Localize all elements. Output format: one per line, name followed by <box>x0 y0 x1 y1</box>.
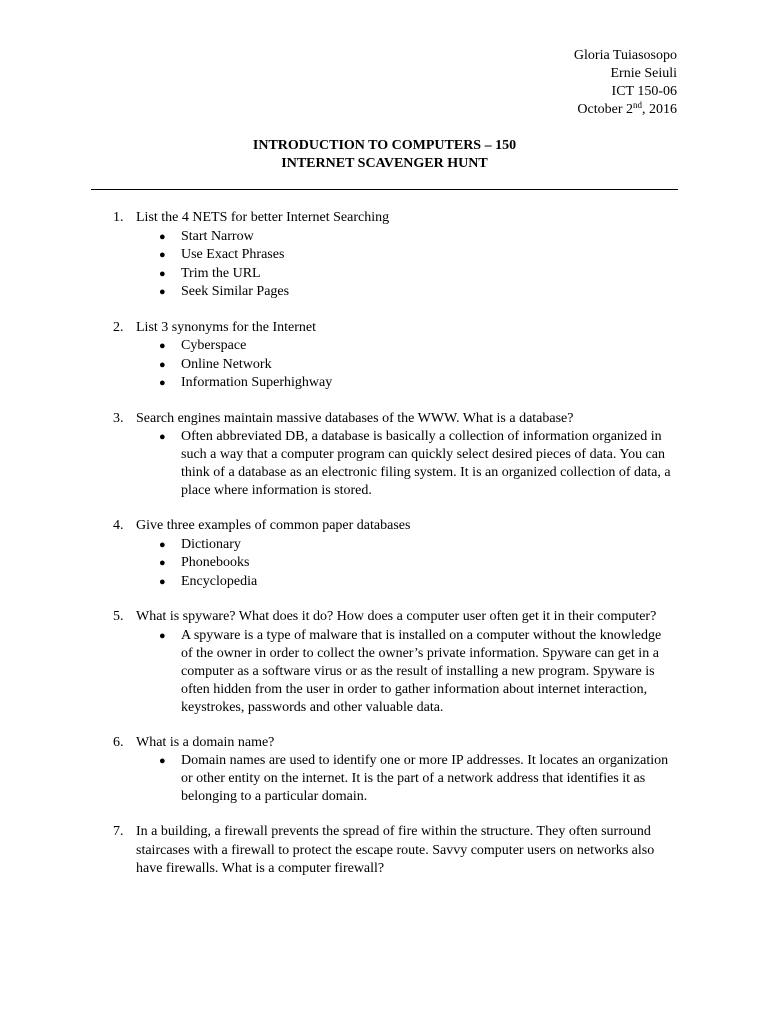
question-text: What is a domain name? <box>136 734 275 750</box>
bullet-icon: ● <box>159 377 166 389</box>
title-divider <box>91 189 678 190</box>
answer-text: Domain names are used to identify one or more IP addresses. It locates an organization or other entity on the internet. It is the part of a network address that identifies it as belonging to a particular domain. <box>181 753 669 804</box>
author-name-1: Gloria Tuiasosopo <box>573 48 677 63</box>
question-item <box>0 209 768 302</box>
answer-text: Encyclopedia <box>181 573 258 589</box>
question-text: List the 4 NETS for better Internet Searching <box>136 210 390 225</box>
title-line-1: INTRODUCTION TO COMPUTERS – 150 <box>252 138 517 153</box>
bullet-icon: ● <box>159 538 166 551</box>
bullet-icon: ● <box>159 340 166 352</box>
question-number: 6. <box>113 734 124 750</box>
answer-item <box>159 246 676 265</box>
answer-list <box>0 228 768 302</box>
bullet-icon: ● <box>159 755 166 767</box>
bullet-icon: ● <box>159 557 166 569</box>
question-number: 2. <box>113 319 124 335</box>
question-text: What is spyware? What does it do? How does a computer user often get it in their computer? <box>136 609 657 624</box>
question-item <box>0 410 768 501</box>
question-item <box>0 517 768 591</box>
answer-item <box>159 573 676 592</box>
author-name-2: Ernie Seiuli <box>610 66 677 81</box>
question-item <box>0 823 768 879</box>
answer-text: Use Exact Phrases <box>181 247 285 262</box>
question-item <box>0 319 768 393</box>
answer-item <box>159 228 676 247</box>
answer-list <box>0 536 768 592</box>
answer-text: Often abbreviated DB, a database is basically a collection of information organized in such a way that a computer program can quickly select desired pieces of data. You can think of a database as an electronic filing system. It is an organized collection of data, a place where information is stored. <box>181 429 671 498</box>
question-text: Search engines maintain massive databases of the WWW. What is a database? <box>136 410 574 426</box>
question-number: 7. <box>113 824 124 839</box>
question-text: In a building, a firewall prevents the spread of fire within the structure. They often surround staircases with a firewall to protect the escape route. Savvy computer users on networks also have firewalls. What is a computer firewall? <box>136 824 655 876</box>
course-code: ICT 150-06 <box>611 84 677 99</box>
answer-list <box>0 428 768 500</box>
bullet-icon: ● <box>159 286 166 298</box>
question-number: 3. <box>113 410 124 426</box>
answer-item <box>159 337 676 356</box>
answer-item <box>159 554 676 573</box>
answer-list <box>0 627 768 717</box>
bullet-icon: ● <box>159 431 166 443</box>
question-list <box>0 209 768 896</box>
answer-list <box>0 337 768 393</box>
bullet-icon: ● <box>159 249 166 261</box>
answer-item <box>159 428 676 500</box>
question-text: Give three examples of common paper databases <box>136 518 411 533</box>
answer-text: Cyberspace <box>181 338 247 353</box>
question-number: 5. <box>113 609 124 624</box>
answer-item <box>159 627 676 717</box>
answer-item <box>159 374 676 393</box>
answer-text: Information Superhighway <box>181 375 333 390</box>
bullet-icon: ● <box>159 575 166 588</box>
answer-text: Phonebooks <box>181 555 250 570</box>
answer-item <box>159 356 676 375</box>
question-number: 1. <box>113 210 124 225</box>
answer-text: Online Network <box>181 356 272 372</box>
answer-item <box>159 265 676 284</box>
answer-text: Trim the URL <box>181 265 261 281</box>
answer-item <box>159 752 676 806</box>
answer-text: Dictionary <box>181 536 241 552</box>
answer-list <box>0 752 768 806</box>
question-item <box>0 734 768 807</box>
title-line-2: INTERNET SCAVENGER HUNT <box>281 156 488 171</box>
document-title <box>91 137 678 173</box>
question-item <box>0 608 768 717</box>
answer-text: A spyware is a type of malware that is installed on a computer without the knowledge of the owner in order to collect the owner’s private information. Spyware can get in a computer as a software virus or as the result of installing a new program. Spyware is often hidden from the user in order to gather information about internet interaction, keystrokes, passwords and other valuable data. <box>181 627 662 715</box>
bullet-icon: ● <box>159 629 166 642</box>
bullet-icon: ● <box>159 230 166 243</box>
question-number: 4. <box>113 518 124 533</box>
bullet-icon: ● <box>159 358 166 371</box>
document-date: October 2nd, 2016 <box>577 100 677 117</box>
answer-text: Seek Similar Pages <box>181 284 290 299</box>
answer-item <box>159 536 676 555</box>
author-header <box>574 47 677 119</box>
bullet-icon: ● <box>159 267 166 280</box>
question-text: List 3 synonyms for the Internet <box>136 319 317 335</box>
answer-text: Start Narrow <box>181 228 254 244</box>
answer-item <box>159 283 676 302</box>
